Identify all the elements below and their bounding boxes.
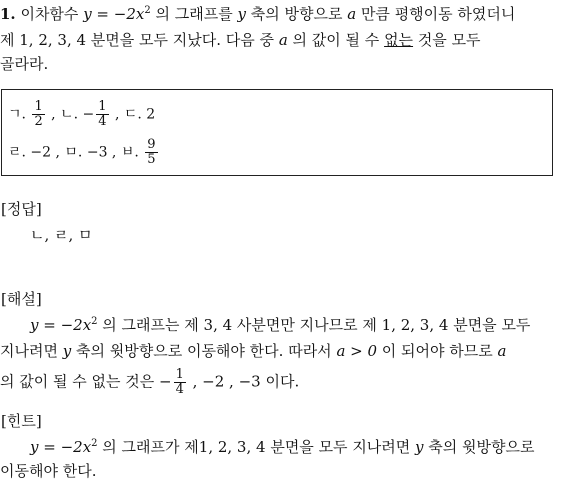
variable: a <box>347 5 357 23</box>
explanation-text: 축의 윗방향으로 이동해야 한다. 따라서 <box>71 342 337 360</box>
answer-value: ㄴ, ㄹ, ㅁ <box>30 226 93 244</box>
explanation-label: [해설] <box>1 290 42 308</box>
explanation-text: 의 그래프는 제 3, 4 사분면만 지나므로 제 1, 2, 3, 4 분면을 모두 <box>97 316 531 334</box>
fraction: $\frac{1}{4}$ <box>175 367 184 397</box>
choice-label: ㄹ. −2 , ㅁ. −3 , ㅂ. <box>8 144 144 161</box>
variable: y <box>415 438 424 456</box>
question-text: 제 1, 2, 3, 4 분면을 모두 지났다. 다음 중 <box>0 31 279 49</box>
question-text: 것을 모두 <box>413 31 481 49</box>
choice-label: , ㄴ. − <box>46 106 95 123</box>
explanation-line-1 <box>30 315 530 338</box>
fraction: $\frac{9}{5}$ <box>147 137 156 167</box>
question-number: 1. <box>0 5 16 23</box>
question-text: 의 값이 될 수 <box>287 31 385 49</box>
inequality: a > 0 <box>336 342 378 360</box>
explanation-text: 의 값이 될 수 없는 것은 − <box>0 372 172 391</box>
variable: y <box>237 5 246 23</box>
fraction: $\frac{1}{2}$ <box>34 99 43 129</box>
equation: $y = -2x^2$ <box>83 5 151 23</box>
question-text: 이차함수 <box>20 5 84 23</box>
choice-label: ㄱ. <box>8 106 31 123</box>
question-line-3: 골라라. <box>0 55 49 73</box>
choices-row-2 <box>8 138 160 167</box>
question-text: 축의 방향으로 <box>245 5 348 23</box>
fraction: $\frac{1}{4}$ <box>98 99 107 129</box>
underlined-word: 없는 <box>384 31 414 49</box>
question-line-1 <box>0 4 515 27</box>
variable: a <box>278 31 288 49</box>
equation: $y = -2x^2$ <box>30 438 98 456</box>
choices-row-1 <box>8 100 155 129</box>
question-text: 만큼 평행이동 하였더니 <box>356 5 516 23</box>
explanation-line-2 <box>0 341 507 361</box>
equation: $y = -2x^2$ <box>30 316 98 334</box>
question-line-2 <box>0 30 481 50</box>
choice-label: , ㄷ. 2 <box>110 106 156 123</box>
hint-line-2: 이동해야 한다. <box>0 462 97 480</box>
variable: a <box>497 342 507 360</box>
explanation-text: 이 되어야 하므로 <box>377 342 498 360</box>
hint-line-1 <box>30 437 535 460</box>
answer-label: [정답] <box>1 200 42 218</box>
choices-box <box>1 89 553 176</box>
explanation-text: 지나려면 <box>0 342 63 360</box>
explanation-text: , −2 , −3 이다. <box>187 372 300 391</box>
variable: y <box>62 342 72 360</box>
hint-text: 의 그래프가 제1, 2, 3, 4 분면을 모두 지나려면 <box>97 438 416 456</box>
hint-label: [힌트] <box>1 412 42 430</box>
hint-text: 축의 윗방향으로 <box>423 438 535 456</box>
question-text: 의 그래프를 <box>150 5 238 23</box>
explanation-line-3 <box>0 368 299 397</box>
